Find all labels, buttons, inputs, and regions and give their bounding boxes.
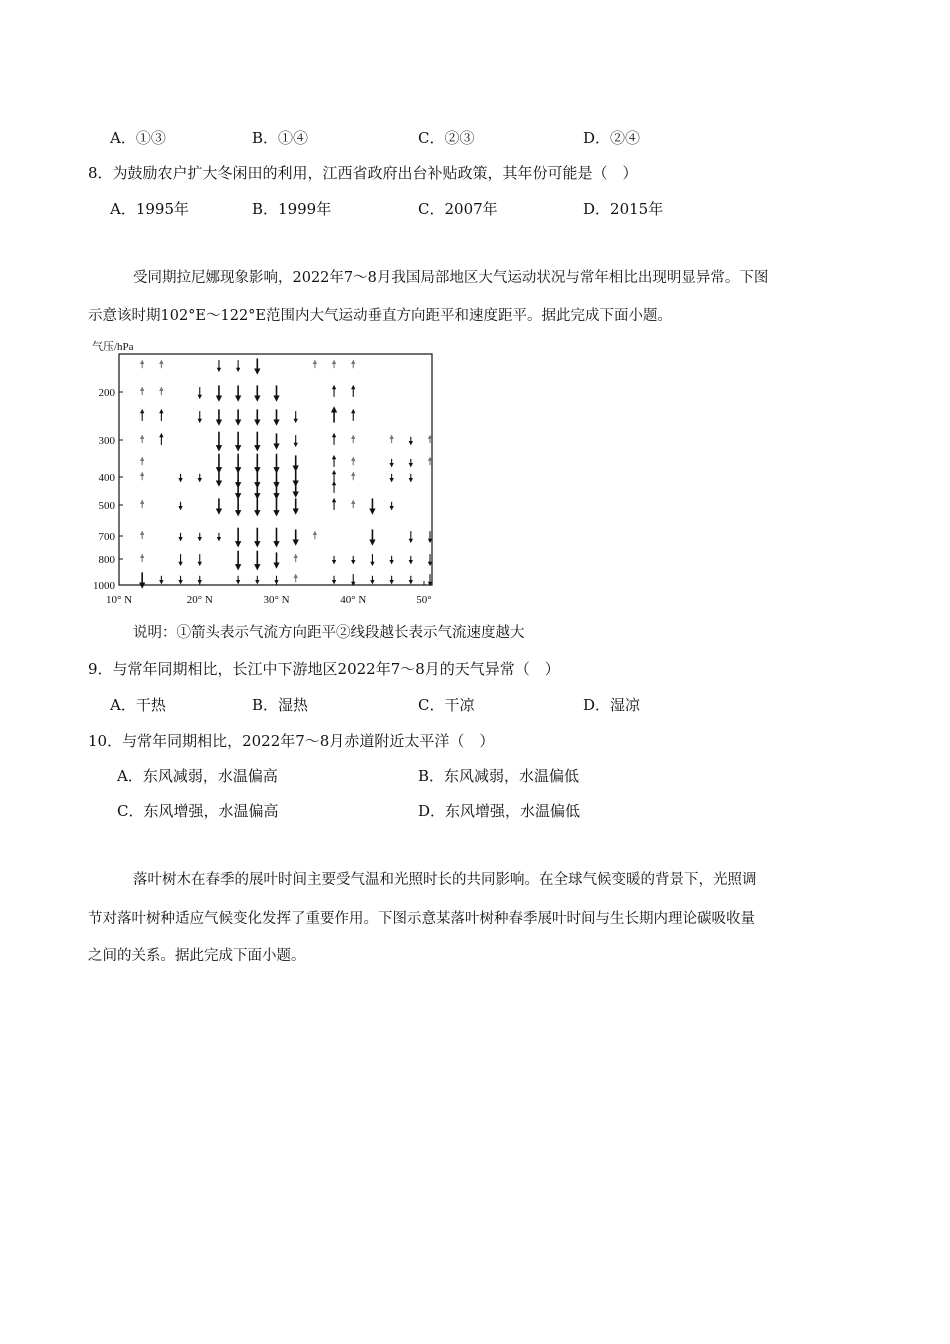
material2-line1: 受同期拉尼娜现象影响，2022年7～8月我国局部地区大气运动状况与常年相比出现明显异常。下图 [133,270,769,286]
y-tick-label: 500 [98,500,115,512]
q8-option-d[interactable]: D．2015年 [583,200,664,218]
x-tick-label: 40° N [340,594,367,606]
material3-line1: 落叶树木在春季的展叶时间主要受气温和光照时长的共同影响。在全球气候变暖的背景下，光照调 [133,872,757,888]
material3-line2: 节对落叶树种适应气候变化发挥了重要作用。下图示意某落叶树种春季展叶时间与生长期内理论碳吸收量 [88,911,755,927]
y-axis-label: 气压/hPa [92,341,134,353]
q8-stem: 8．为鼓励农户扩大冬闲田的利用，江西省政府出台补贴政策，其年份可能是（ ） [88,164,638,182]
y-tick-label: 200 [98,387,115,399]
q9-option-c[interactable]: C．干凉 [418,696,475,714]
y-tick-label: 1000 [93,580,115,592]
q9-option-d[interactable]: D．湿凉 [583,696,641,714]
x-tick-label: 10° N [105,594,133,606]
q7-option-c[interactable]: C．②③ [418,129,475,147]
q8-option-a[interactable]: A．1995年 [110,200,190,218]
q10-option-a[interactable]: A．东风减弱，水温偏高 [117,767,278,785]
q10-option-b[interactable]: B．东风减弱，水温偏低 [418,767,580,785]
material2-line2: 示意该时期102°E～122°E范围内大气运动垂直方向距平和速度距平。据此完成下面小题。 [88,308,673,324]
q8-option-c[interactable]: C．2007年 [418,200,498,218]
q10-option-c[interactable]: C．东风增强，水温偏高 [117,802,279,820]
y-tick-label: 300 [98,435,115,447]
q9-stem: 9．与常年同期相比，长江中下游地区2022年7～8月的天气异常（ ） [88,660,560,678]
y-tick-label: 800 [98,554,115,566]
x-tick-label: 50° [416,594,432,606]
q10-option-d[interactable]: D．东风增强，水温偏低 [418,802,581,820]
y-tick-label: 400 [98,472,115,484]
q8-option-b[interactable]: B．1999年 [252,200,332,218]
q7-option-b[interactable]: B．①④ [252,129,309,147]
x-tick-label: 30° N [263,594,290,606]
material3-line3: 之间的关系。据此完成下面小题。 [88,948,306,964]
plot-frame [119,354,432,585]
vector-field-chart [86,338,446,610]
q9-option-b[interactable]: B．湿热 [252,696,309,714]
y-tick-label: 700 [98,531,115,543]
q9-option-a[interactable]: A．干热 [110,696,166,714]
q10-stem: 10．与常年同期相比，2022年7～8月赤道附近太平洋（ ） [88,732,495,750]
q7-option-a[interactable]: A．①③ [110,129,166,147]
q7-option-d[interactable]: D．②④ [583,129,641,147]
x-tick-label: 20° N [186,594,213,606]
chart-note: 说明：①箭头表示气流方向距平②线段越长表示气流速度越大 [133,625,525,641]
